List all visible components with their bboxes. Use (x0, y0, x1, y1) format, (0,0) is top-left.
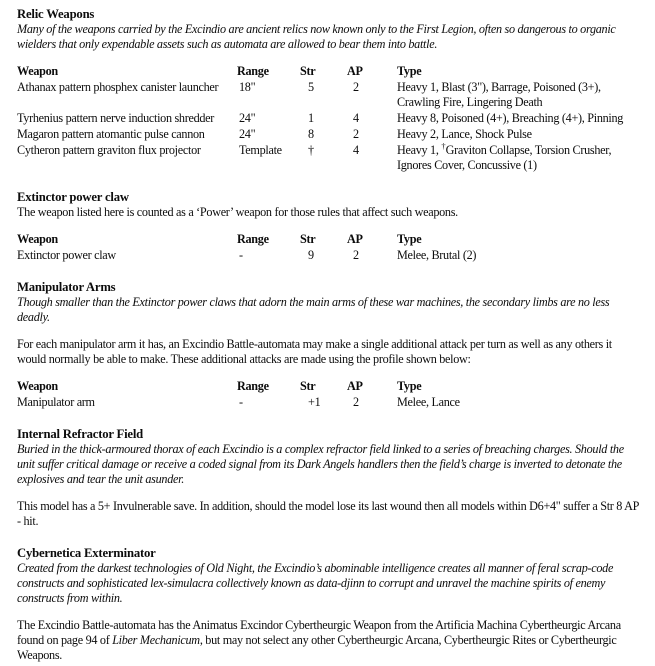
cell-str: 9 (308, 248, 314, 262)
cell-weapon: Athanax pattern phosphex canister launcher (17, 80, 219, 94)
cell-type (397, 127, 640, 142)
cell-str: 1 (308, 111, 314, 125)
type-line: Ignores Cover, Concussive (1) (397, 158, 537, 172)
table-row (17, 126, 640, 142)
col-range-header: Range (237, 379, 269, 393)
body-text-part: , but may not select any other Cybertheurgic Arcana, Cybertheurgic Rites or Cybertheurgic Weapons. (17, 633, 617, 662)
section-heading-refractor: Internal Refractor Field (17, 427, 144, 441)
cell-range: 24" (239, 127, 256, 141)
book-title: Liber Mechanicum (112, 633, 200, 647)
weapons-table-manipulator (17, 379, 640, 410)
cell-str: † (308, 143, 314, 157)
cell-ap: 2 (353, 395, 359, 409)
cell-ap: 2 (353, 127, 359, 141)
type-text: Heavy 1, (397, 143, 442, 157)
col-range-header: Range (237, 64, 269, 78)
cell-str: 8 (308, 127, 314, 141)
type-line: Melee, Brutal (2) (397, 248, 477, 262)
cell-weapon: Tyrhenius pattern nerve induction shredder (17, 111, 215, 125)
body-text: For each manipulator arm it has, an Excindio Battle-automata may make a single additional attack per turn as well as any others it would normally be able to make. These additional attacks are made using the profile shown below: (17, 337, 612, 366)
flavor-text: Buried in the thick-armoured thorax of each Excindio is a complex refractor field linked to a series of breaching charges. Should the unit suffer critical damage or receive a coded signal from its Dark Angels handlers then the field’s charge is inverted to detonate the explosives and tear the unit asunder. (17, 442, 624, 486)
col-str-header: Str (300, 64, 316, 78)
body-text (17, 618, 640, 663)
cell-range: - (239, 248, 243, 262)
col-str-header: Str (300, 232, 316, 246)
col-weapon-header: Weapon (17, 64, 58, 78)
body-text-part: The Excindio Battle-automata has the Animatus Excindor Cybertheurgic Weapon from the Artificia Machina Cybertheurgic Arcana found on page 94 of (17, 618, 621, 647)
cell-ap: 4 (353, 111, 359, 125)
flavor-text: Many of the weapons carried by the Excindio are ancient relics now known only to the First Legion, often so dangerous to organic wielders that only expendable assets such as automata are allowed to bear them into battle. (17, 22, 616, 51)
table-row (17, 247, 640, 263)
table-row (17, 142, 640, 173)
weapons-table-extinctor (17, 232, 640, 263)
section-manipulator-arms (17, 280, 640, 410)
cell-ap: 2 (353, 80, 359, 94)
table-row (17, 79, 640, 110)
col-weapon-header: Weapon (17, 232, 58, 246)
flavor-text: Though smaller than the Extinctor power claws that adorn the main arms of these war machines, the secondary limbs are no less deadly. (17, 295, 610, 324)
table-row (17, 394, 640, 410)
cell-range: - (239, 395, 243, 409)
cell-type (397, 395, 640, 410)
cell-type (397, 80, 640, 110)
cell-ap: 4 (353, 143, 359, 157)
cell-ap: 2 (353, 248, 359, 262)
section-heading-relic-weapons: Relic Weapons (17, 7, 95, 21)
body-text: The weapon listed here is counted as a ‘Power’ weapon for those rules that affect such weapons. (17, 205, 458, 219)
type-line: Crawling Fire, Lingering Death (397, 95, 543, 109)
type-text: Graviton Collapse, Torsion Crusher, (445, 143, 612, 157)
dagger-superscript: † (441, 140, 446, 151)
type-line: Heavy 2, Lance, Shock Pulse (397, 127, 532, 141)
table-header-row (17, 64, 640, 79)
type-line: Heavy 1, Blast (3"), Barrage, Poisoned (3+), (397, 80, 601, 94)
cell-range: Template (239, 143, 282, 157)
section-relic-weapons (17, 7, 640, 173)
col-range-header: Range (237, 232, 269, 246)
type-line: Heavy 8, Poisoned (4+), Breaching (4+), Pinning (397, 111, 624, 125)
cell-weapon: Cytheron pattern graviton flux projector (17, 143, 201, 157)
section-heading-extinctor: Extinctor power claw (17, 190, 129, 204)
col-ap-header: AP (347, 379, 363, 393)
cell-range: 18" (239, 80, 256, 94)
col-weapon-header: Weapon (17, 379, 58, 393)
body-text: This model has a 5+ Invulnerable save. In addition, should the model lose its last wound then all models within D6+4" suffer a Str 8 AP - hit. (17, 499, 639, 528)
section-heading-cybernetica: Cybernetica Exterminator (17, 546, 156, 560)
section-heading-manipulator: Manipulator Arms (17, 280, 116, 294)
col-str-header: Str (300, 379, 316, 393)
section-cybernetica-exterminator (17, 546, 640, 663)
cell-str: 5 (308, 80, 314, 94)
cell-str: +1 (308, 395, 321, 409)
col-ap-header: AP (347, 232, 363, 246)
cell-weapon: Magaron pattern atomantic pulse cannon (17, 127, 205, 141)
type-line (397, 140, 640, 158)
col-type-header: Type (397, 379, 422, 393)
cell-type (397, 140, 640, 173)
cell-range: 24" (239, 111, 256, 125)
cell-type (397, 248, 640, 263)
type-line: Melee, Lance (397, 395, 460, 409)
col-type-header: Type (397, 64, 422, 78)
table-header-row (17, 232, 640, 247)
flavor-text: Created from the darkest technologies of Old Night, the Excindio’s abominable intelligence creates all manner of feral scrap-code constructs and sophisticated lex-simulacra collectively known as data-djinn to corrupt and unravel the machine spirits of enemy constructs from within. (17, 561, 614, 605)
weapons-table-relic (17, 64, 640, 173)
section-internal-refractor-field (17, 427, 640, 529)
cell-weapon: Extinctor power claw (17, 248, 116, 262)
section-extinctor-power-claw (17, 190, 640, 263)
cell-type (397, 111, 640, 126)
col-type-header: Type (397, 232, 422, 246)
cell-weapon: Manipulator arm (17, 395, 95, 409)
table-header-row (17, 379, 640, 394)
table-row (17, 110, 640, 126)
col-ap-header: AP (347, 64, 363, 78)
